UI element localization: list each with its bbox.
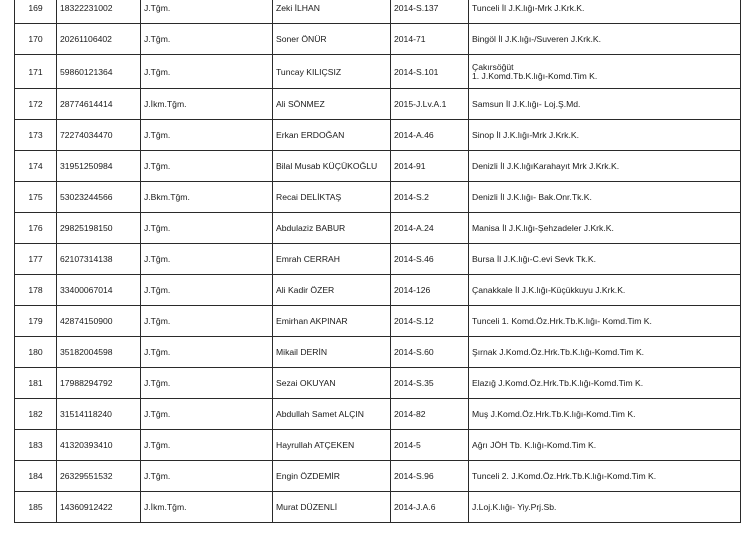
registry-number-cell: 2014-S.137 xyxy=(391,0,469,24)
id-number-cell: 14360912422 xyxy=(57,492,141,523)
unit-cell: Denizli İl J.K.lığıKarahayıt Mrk J.Krk.K. xyxy=(469,151,741,182)
id-number-cell: 41320393410 xyxy=(57,430,141,461)
table-row xyxy=(15,182,741,213)
id-number-cell: 26329551532 xyxy=(57,461,141,492)
rank-cell: J.Tğm. xyxy=(141,399,273,430)
id-number-cell: 20261106402 xyxy=(57,24,141,55)
row-number-cell: 185 xyxy=(15,492,57,523)
row-number-cell: 174 xyxy=(15,151,57,182)
table-row xyxy=(15,399,741,430)
rank-cell: J.Bkm.Tğm. xyxy=(141,182,273,213)
table-row xyxy=(15,213,741,244)
id-number-cell: 35182004598 xyxy=(57,337,141,368)
row-number-cell: 183 xyxy=(15,430,57,461)
rank-cell: J.Tğm. xyxy=(141,213,273,244)
registry-number-cell: 2014-71 xyxy=(391,24,469,55)
rank-cell: J.Tğm. xyxy=(141,120,273,151)
id-number-cell: 28774614414 xyxy=(57,89,141,120)
table-row xyxy=(15,306,741,337)
rank-cell: J.Tğm. xyxy=(141,368,273,399)
unit-cell: J.Loj.K.lığı- Yiy.Prj.Sb. xyxy=(469,492,741,523)
name-cell: Emrah CERRAH xyxy=(273,244,391,275)
registry-number-cell: 2014-S.46 xyxy=(391,244,469,275)
name-cell: Sezai OKUYAN xyxy=(273,368,391,399)
id-number-cell: 53023244566 xyxy=(57,182,141,213)
registry-number-cell: 2014-S.12 xyxy=(391,306,469,337)
unit-cell: Şırnak J.Komd.Öz.Hrk.Tb.K.lığı-Komd.Tim K. xyxy=(469,337,741,368)
name-cell: Bilal Musab KÜÇÜKOĞLU xyxy=(273,151,391,182)
unit-cell: Samsun İl J.K.lığı- Loj.Ş.Md. xyxy=(469,89,741,120)
rank-cell: J.Tğm. xyxy=(141,0,273,24)
registry-number-cell: 2015-J.Lv.A.1 xyxy=(391,89,469,120)
table-row xyxy=(15,120,741,151)
registry-number-cell: 2014-A.46 xyxy=(391,120,469,151)
rank-cell: J.Tğm. xyxy=(141,461,273,492)
name-cell: Ali SÖNMEZ xyxy=(273,89,391,120)
registry-number-cell: 2014-82 xyxy=(391,399,469,430)
table-row xyxy=(15,244,741,275)
unit-cell: Denizli İl J.K.lığı- Bak.Onr.Tk.K. xyxy=(469,182,741,213)
id-number-cell: 33400067014 xyxy=(57,275,141,306)
name-cell: Emirhan AKPINAR xyxy=(273,306,391,337)
id-number-cell: 42874150900 xyxy=(57,306,141,337)
registry-number-cell: 2014-S.96 xyxy=(391,461,469,492)
unit-cell: Ağrı JÖH Tb. K.lığı-Komd.Tim K. xyxy=(469,430,741,461)
table-row xyxy=(15,89,741,120)
name-cell: Engin ÖZDEMİR xyxy=(273,461,391,492)
name-cell: Mikail DERİN xyxy=(273,337,391,368)
name-cell: Hayrullah ATÇEKEN xyxy=(273,430,391,461)
table-row xyxy=(15,275,741,306)
registry-number-cell: 2014-J.A.6 xyxy=(391,492,469,523)
registry-number-cell: 2014-5 xyxy=(391,430,469,461)
unit-cell: Tunceli 1. Komd.Öz.Hrk.Tb.K.lığı- Komd.Tim K. xyxy=(469,306,741,337)
registry-number-cell: 2014-126 xyxy=(391,275,469,306)
rank-cell: J.Tğm. xyxy=(141,337,273,368)
registry-number-cell: 2014-91 xyxy=(391,151,469,182)
unit-cell: Sinop İl J.K.lığı-Mrk J.Krk.K. xyxy=(469,120,741,151)
registry-number-cell: 2014-S.101 xyxy=(391,55,469,89)
registry-number-cell: 2014-S.60 xyxy=(391,337,469,368)
row-number-cell: 184 xyxy=(15,461,57,492)
row-number-cell: 181 xyxy=(15,368,57,399)
rank-cell: J.İkm.Tğm. xyxy=(141,89,273,120)
row-number-cell: 173 xyxy=(15,120,57,151)
table-row xyxy=(15,24,741,55)
name-cell: Abdulaziz BABUR xyxy=(273,213,391,244)
unit-cell: Bursa İl J.K.lığı-C.evi Sevk Tk.K. xyxy=(469,244,741,275)
row-number-cell: 170 xyxy=(15,24,57,55)
table-row xyxy=(15,430,741,461)
name-cell: Recai DELİKTAŞ xyxy=(273,182,391,213)
rank-cell: J.Tğm. xyxy=(141,430,273,461)
id-number-cell: 62107314138 xyxy=(57,244,141,275)
table-row xyxy=(15,337,741,368)
table-row xyxy=(15,368,741,399)
unit-cell: Tunceli 2. J.Komd.Öz.Hrk.Tb.K.lığı-Komd.Tim K. xyxy=(469,461,741,492)
table-row xyxy=(15,0,741,24)
unit-cell: Çakırsöğüt 1. J.Komd.Tb.K.lığı-Komd.Tim K. xyxy=(469,55,741,89)
id-number-cell: 18322231002 xyxy=(57,0,141,24)
table-row xyxy=(15,492,741,523)
name-cell: Murat DÜZENLİ xyxy=(273,492,391,523)
registry-number-cell: 2014-S.35 xyxy=(391,368,469,399)
registry-number-cell: 2014-S.2 xyxy=(391,182,469,213)
unit-cell: Çanakkale İl J.K.lığı-Küçükkuyu J.Krk.K. xyxy=(469,275,741,306)
row-number-cell: 178 xyxy=(15,275,57,306)
id-number-cell: 59860121364 xyxy=(57,55,141,89)
row-number-cell: 182 xyxy=(15,399,57,430)
name-cell: Soner ÖNÜR xyxy=(273,24,391,55)
registry-number-cell: 2014-A.24 xyxy=(391,213,469,244)
table-row xyxy=(15,55,741,89)
row-number-cell: 179 xyxy=(15,306,57,337)
row-number-cell: 172 xyxy=(15,89,57,120)
unit-cell: Muş J.Komd.Öz.Hrk.Tb.K.lığı-Komd.Tim K. xyxy=(469,399,741,430)
table-row xyxy=(15,461,741,492)
unit-cell: Bingöl İl J.K.lığı-/Suveren J.Krk.K. xyxy=(469,24,741,55)
unit-cell: Tunceli İl J.K.lığı-Mrk J.Krk.K. xyxy=(469,0,741,24)
personnel-table xyxy=(14,0,741,523)
row-number-cell: 176 xyxy=(15,213,57,244)
row-number-cell: 180 xyxy=(15,337,57,368)
id-number-cell: 72274034470 xyxy=(57,120,141,151)
rank-cell: J.Tğm. xyxy=(141,306,273,337)
table-row xyxy=(15,151,741,182)
row-number-cell: 175 xyxy=(15,182,57,213)
name-cell: Abdullah Samet ALÇIN xyxy=(273,399,391,430)
name-cell: Erkan ERDOĞAN xyxy=(273,120,391,151)
rank-cell: J.Tğm. xyxy=(141,24,273,55)
row-number-cell: 177 xyxy=(15,244,57,275)
id-number-cell: 17988294792 xyxy=(57,368,141,399)
rank-cell: J.İkm.Tğm. xyxy=(141,492,273,523)
id-number-cell: 29825198150 xyxy=(57,213,141,244)
id-number-cell: 31514118240 xyxy=(57,399,141,430)
rank-cell: J.Tğm. xyxy=(141,151,273,182)
table-body xyxy=(15,0,741,523)
rank-cell: J.Tğm. xyxy=(141,244,273,275)
name-cell: Ali Kadir ÖZER xyxy=(273,275,391,306)
id-number-cell: 31951250984 xyxy=(57,151,141,182)
unit-cell: Manisa İl J.K.lığı-Şehzadeler J.Krk.K. xyxy=(469,213,741,244)
row-number-cell: 171 xyxy=(15,55,57,89)
name-cell: Tuncay KILIÇSIZ xyxy=(273,55,391,89)
row-number-cell: 169 xyxy=(15,0,57,24)
rank-cell: J.Tğm. xyxy=(141,275,273,306)
unit-cell: Elazığ J.Komd.Öz.Hrk.Tb.K.lığı-Komd.Tim K. xyxy=(469,368,741,399)
name-cell: Zeki İLHAN xyxy=(273,0,391,24)
rank-cell: J.Tğm. xyxy=(141,55,273,89)
